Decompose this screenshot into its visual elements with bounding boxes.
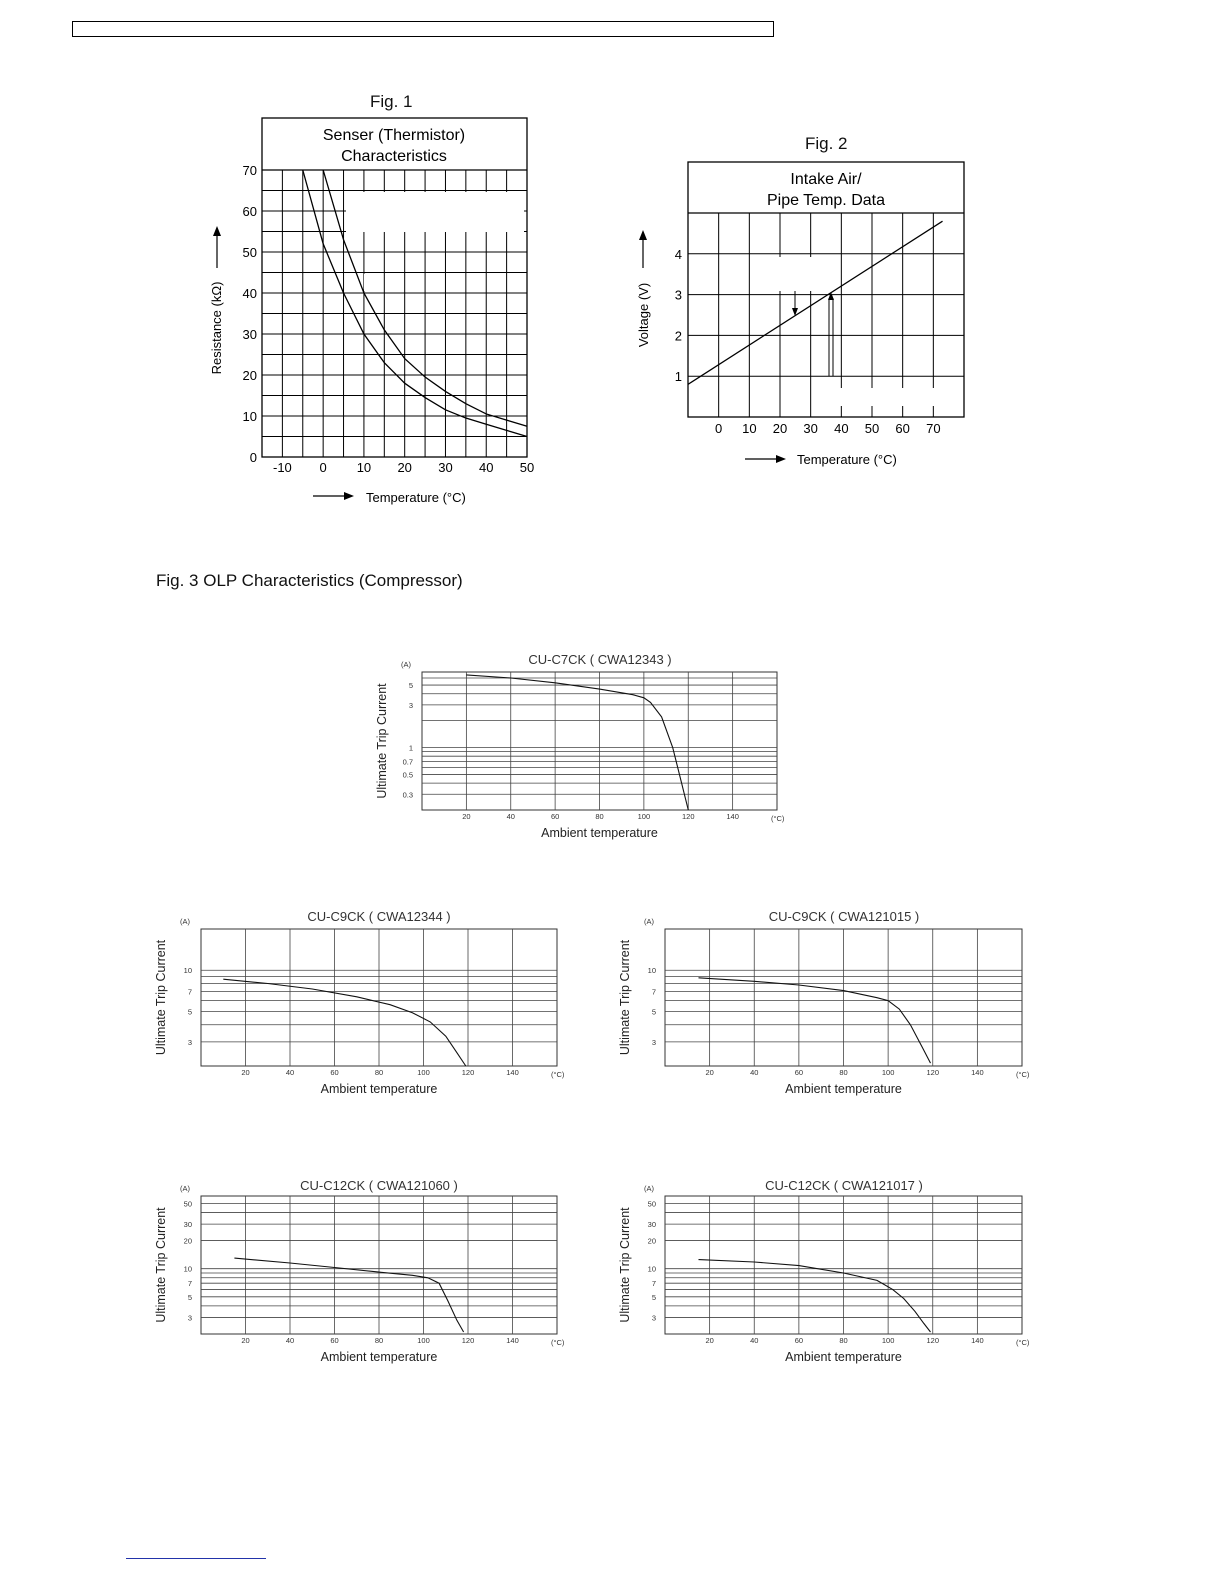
- fig2-xtick: 10: [742, 421, 757, 436]
- fig2-title-line1: Intake Air/: [790, 171, 862, 188]
- olp-c9ck-a-ytick: 3: [187, 1037, 192, 1047]
- olp-c12ck-a-xtick: 100: [417, 1336, 430, 1345]
- olp-c12ck-a-ytick: 5: [187, 1292, 192, 1302]
- olp-c12ck-b-ytick: 5: [651, 1292, 656, 1302]
- fig1-ytick: 0: [249, 450, 257, 465]
- fig1-title-line1: Senser (Thermistor): [322, 127, 466, 144]
- olp-c9ck-b-xlabel: Ambient temperature: [785, 1082, 902, 1096]
- olp-c9ck-b-ytick: 7: [651, 987, 656, 997]
- fig1-title-line2: Characteristics: [341, 148, 447, 165]
- olp-c12ck-a-ytick: 7: [187, 1279, 192, 1289]
- olp-c12ck-a-ytick: 10: [183, 1264, 192, 1274]
- olp-c9ck-b-xtick: 80: [839, 1068, 848, 1077]
- footer-link-line: [126, 1558, 266, 1559]
- fig2-ytick: 2: [674, 328, 682, 344]
- olp-c9ck-a-xlabel: Ambient temperature: [320, 1082, 438, 1096]
- olp-c12ck-b-ytick: 20: [647, 1236, 656, 1246]
- olp-c12ck-a-xtick: 140: [506, 1336, 519, 1345]
- olp-c7ck-xtick: 60: [550, 812, 560, 821]
- fig2-y-arrow-head: [639, 230, 647, 240]
- fig1-ytick: 60: [242, 204, 257, 219]
- olp-c7ck-xtick: 40: [506, 812, 515, 821]
- olp-c9ck-a-xtick: 40: [285, 1068, 295, 1077]
- olp-c12ck-a-xtick: 120: [461, 1336, 475, 1345]
- olp-c12ck-a-ylabel: Ultimate Trip Current: [154, 1207, 168, 1323]
- olp-c7ck-ytick: 0.3: [402, 790, 413, 800]
- fig1-ytick: 50: [242, 245, 257, 260]
- olp-c12ck-a-ytick: 20: [183, 1236, 192, 1246]
- olp-c7ck-ytick: 0.7: [402, 757, 413, 767]
- olp-c12ck-b-xunit: (°C): [1016, 1338, 1030, 1347]
- olp-c12ck-a-title: CU-C12CK ( CWA121060 ): [300, 1178, 458, 1193]
- olp-c12ck-b-ylabel: Ultimate Trip Current: [618, 1207, 632, 1323]
- fig2-xtick: 30: [803, 421, 818, 436]
- olp-c9ck-a-ytick: 7: [187, 987, 192, 997]
- olp-c9ck-b-curve: [699, 978, 931, 1063]
- olp-c12ck-b-ytick: 10: [647, 1264, 656, 1274]
- olp-c9ck-a-xtick: 20: [241, 1068, 250, 1077]
- fig2-annot1-bg: [757, 257, 837, 291]
- olp-c7ck-ylabel: Ultimate Trip Current: [375, 683, 389, 799]
- fig1-marker1-bg: [364, 274, 382, 291]
- fig1-xtick: 0: [319, 460, 327, 475]
- olp-c9ck-a-xtick: 60: [330, 1068, 339, 1077]
- olp-c9ck-b-ylabel: Ultimate Trip Current: [618, 939, 632, 1056]
- olp-c9ck-a-xtick: 80: [374, 1068, 384, 1077]
- olp-c9ck-a-xtick: 120: [461, 1068, 475, 1077]
- fig2-line: [688, 221, 943, 384]
- olp-c7ck-title: CU-C7CK ( CWA12343 ): [528, 652, 672, 667]
- olp-c9ck-a-title: CU-C9CK ( CWA12344 ): [307, 909, 451, 924]
- olp-c12ck-b-xtick: 60: [794, 1336, 804, 1345]
- olp-c9ck-b-xtick: 120: [926, 1068, 940, 1077]
- olp-c9ck-b-xtick: 140: [971, 1068, 984, 1077]
- fig1-ytick: 40: [242, 286, 257, 301]
- olp-c9ck-b-ytick: 3: [651, 1037, 656, 1047]
- olp-c7ck-xtick: 140: [726, 812, 739, 821]
- fig1-xtick: 10: [356, 460, 372, 475]
- olp-c9ck-b-yunit: (A): [644, 917, 654, 926]
- olp-c7ck-ytick: 1: [408, 743, 413, 753]
- olp-c12ck-b-xlabel: Ambient temperature: [785, 1350, 902, 1364]
- olp-c12ck-a-xtick: 60: [330, 1336, 339, 1345]
- olp-c12ck-b-xtick: 120: [926, 1336, 940, 1345]
- fig1-xlabel: Temperature (°C): [366, 490, 466, 505]
- fig1-ytick: 30: [242, 327, 257, 342]
- fig2-xtick: 50: [864, 421, 880, 436]
- olp-c12ck-b-title: CU-C12CK ( CWA121017 ): [765, 1178, 923, 1193]
- fig1-xtick: 20: [397, 460, 412, 475]
- olp-c7ck-xunit: (°C): [771, 814, 785, 823]
- fig1-y-arrow-head: [213, 226, 221, 236]
- fig1-legend-bg: [346, 192, 524, 232]
- olp-c12ck-a-xtick: 40: [285, 1336, 295, 1345]
- olp-c7ck-yunit: (A): [401, 660, 411, 669]
- olp-c7ck-xtick: 80: [595, 812, 604, 821]
- olp-c7ck-xlabel: Ambient temperature: [541, 826, 658, 840]
- fig2-xtick: 40: [834, 421, 849, 436]
- olp-c9ck-a-xtick: 140: [506, 1068, 519, 1077]
- olp-c12ck-a-ytick: 30: [183, 1220, 192, 1230]
- fig1-x-arrow-head: [344, 492, 354, 500]
- olp-c12ck-b-ytick: 7: [651, 1279, 656, 1289]
- fig2-xlabel: Temperature (°C): [797, 452, 897, 467]
- fig1-xtick: -10: [272, 460, 292, 475]
- olp-c9ck-a-xunit: (°C): [551, 1070, 565, 1079]
- fig2-ylabel: Voltage (V): [636, 282, 651, 348]
- olp-c12ck-a-curve: [234, 1258, 463, 1332]
- olp-c7ck-ytick: 3: [408, 700, 413, 710]
- olp-c9ck-b-title: CU-C9CK ( CWA121015 ): [768, 909, 920, 924]
- olp-c9ck-b-xtick: 40: [750, 1068, 759, 1077]
- olp-c7ck-ytick: 5: [408, 681, 413, 691]
- fig2-xtick: 70: [926, 421, 941, 436]
- fig1-xtick: 30: [438, 460, 453, 475]
- fig1-ytick: 20: [242, 368, 257, 383]
- olp-c12ck-b-ytick: 3: [651, 1313, 656, 1323]
- olp-c12ck-b-ytick: 30: [647, 1220, 656, 1230]
- olp-c9ck-a-curve: [223, 979, 465, 1066]
- fig1-ylabel: Resistance (kΩ): [209, 281, 224, 375]
- fig1-marker2-bg: [324, 294, 342, 311]
- olp-c12ck-b-curve: [699, 1260, 931, 1332]
- olp-c12ck-a-ytick: 50: [183, 1199, 192, 1209]
- fig2-title-line2: Pipe Temp. Data: [767, 192, 885, 209]
- olp-c12ck-b-ytick: 50: [647, 1199, 656, 1209]
- olp-c12ck-b-xtick: 20: [705, 1336, 714, 1345]
- olp-c9ck-a-ytick: 5: [187, 1007, 192, 1017]
- fig2-ytick: 4: [674, 246, 682, 262]
- olp-c9ck-b-ytick: 10: [647, 966, 656, 976]
- olp-c9ck-a-ylabel: Ultimate Trip Current: [154, 939, 168, 1056]
- fig1-xtick: 50: [519, 460, 535, 475]
- fig1-ytick: 70: [242, 163, 257, 178]
- olp-c9ck-b-xtick: 100: [881, 1068, 895, 1077]
- fig1-label: Fig. 1: [370, 92, 413, 111]
- olp-c12ck-a-xlabel: Ambient temperature: [320, 1350, 438, 1364]
- olp-c12ck-a-xtick: 80: [374, 1336, 384, 1345]
- fig2-xtick: 20: [772, 421, 788, 436]
- chart-marks: [154, 118, 1030, 1364]
- olp-c12ck-b-xtick: 40: [750, 1336, 759, 1345]
- olp-c12ck-a-ytick: 3: [187, 1313, 192, 1323]
- olp-c9ck-b-xunit: (°C): [1016, 1070, 1030, 1079]
- olp-c9ck-a-xtick: 100: [417, 1068, 430, 1077]
- olp-c9ck-b-xtick: 60: [794, 1068, 804, 1077]
- fig1-ytick: 10: [242, 409, 257, 424]
- olp-c7ck-xtick: 100: [637, 812, 651, 821]
- fig2-x-arrow-head: [776, 455, 786, 463]
- olp-c12ck-a-yunit: (A): [180, 1184, 190, 1193]
- olp-c9ck-a-yunit: (A): [180, 917, 190, 926]
- fig1-frame: [262, 118, 527, 457]
- fig2-label: Fig. 2: [805, 134, 848, 153]
- olp-c12ck-b-yunit: (A): [644, 1184, 654, 1193]
- olp-c9ck-b-ytick: 5: [651, 1007, 656, 1017]
- olp-c12ck-b-xtick: 100: [881, 1336, 895, 1345]
- olp-c12ck-b-xtick: 80: [839, 1336, 848, 1345]
- fig1: [209, 127, 507, 505]
- fig3-title: Fig. 3 OLP Characteristics (Compressor): [156, 571, 463, 590]
- olp-c7ck-xtick: 20: [462, 812, 471, 821]
- olp-c7ck-xtick: 120: [681, 812, 695, 821]
- olp-c12ck-a-xtick: 20: [241, 1336, 250, 1345]
- olp-c9ck-b-xtick: 20: [705, 1068, 714, 1077]
- olp-c9ck-a-ytick: 10: [183, 966, 192, 976]
- olp-c7ck-ytick: 0.5: [402, 770, 413, 780]
- olp-c7ck-curve: [466, 675, 688, 810]
- fig2-ytick: 1: [674, 369, 682, 385]
- fig1-xtick: 40: [478, 460, 494, 475]
- olp-c12ck-a-xunit: (°C): [551, 1338, 565, 1347]
- fig2-ytick: 3: [674, 287, 682, 303]
- fig2-annot2-bg: [826, 388, 946, 406]
- olp-c12ck-b-xtick: 140: [971, 1336, 984, 1345]
- fig2-xtick: 0: [715, 421, 723, 436]
- fig2-xtick: 60: [895, 421, 910, 436]
